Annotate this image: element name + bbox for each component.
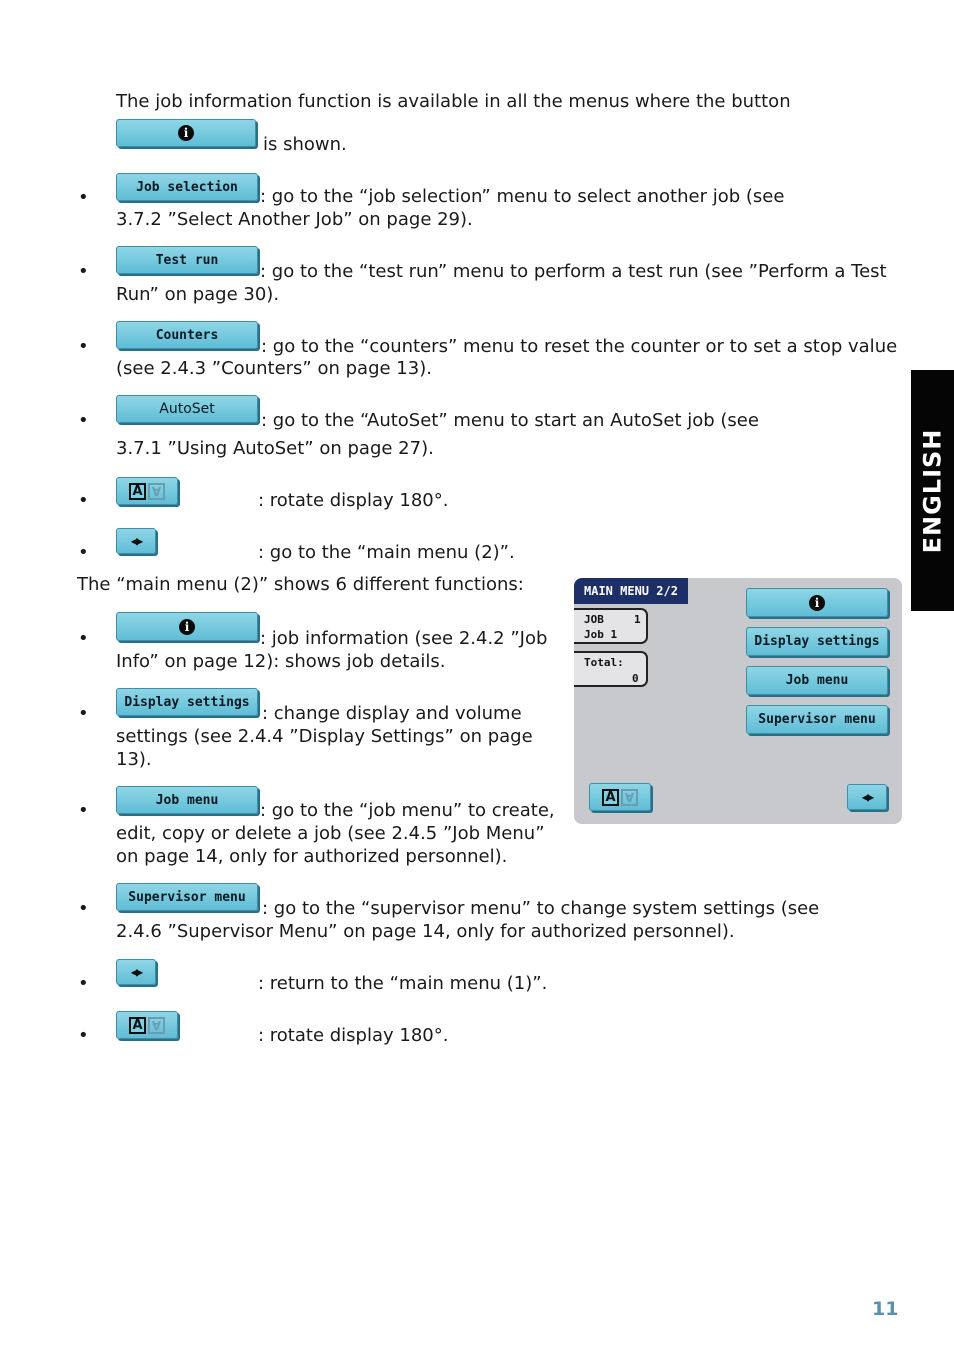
info-icon: i — [179, 619, 195, 635]
autoset-desc-1: : go to the “AutoSet” menu to start an AutoSet job (see — [261, 410, 759, 431]
prev-menu-button[interactable] — [116, 959, 156, 985]
intro-line-1: The job information function is available in all the menus where the button — [116, 91, 791, 112]
rotate-desc: : rotate display 180°. — [258, 490, 449, 511]
bullet: • — [78, 261, 89, 282]
bullet: • — [78, 187, 89, 208]
job-selection-button[interactable]: Job selection — [116, 173, 258, 201]
bullet: • — [78, 800, 89, 821]
main-menu-screen — [574, 578, 902, 824]
job-info-desc-1: : job information (see 2.4.2 ”Job — [260, 628, 548, 649]
rotate-display-icon: A A — [129, 1017, 165, 1034]
job-menu-desc-1: : go to the “job menu” to create, — [260, 800, 555, 821]
job-menu-button[interactable]: Job menu — [116, 786, 258, 814]
screen-rotate-button[interactable] — [589, 783, 651, 811]
bullet: • — [78, 1025, 89, 1046]
counters-desc-2: (see 2.4.3 ”Counters” on page 13). — [116, 358, 432, 379]
info-button[interactable] — [116, 119, 256, 147]
display-settings-desc-1: : change display and volume — [262, 703, 522, 724]
display-settings-desc-3: 13). — [116, 749, 152, 770]
intro-line-2: is shown. — [263, 134, 347, 155]
rotate-desc-2: : rotate display 180°. — [258, 1025, 449, 1046]
supervisor-desc-2: 2.4.6 ”Supervisor Menu” on page 14, only for authorized personnel). — [116, 921, 735, 942]
bullet: • — [78, 490, 89, 511]
left-right-arrow-icon: ◀▶ — [861, 790, 873, 804]
language-label: ENGLISH — [918, 428, 947, 553]
rotate-display-icon: A A — [129, 483, 165, 500]
job-menu-desc-3: on page 14, only for authorized personnel). — [116, 846, 508, 867]
bullet: • — [78, 973, 89, 994]
job-selection-desc-2: 3.7.2 ”Select Another Job” on page 29). — [116, 209, 473, 230]
bullet: • — [78, 628, 89, 649]
rotate-display-button[interactable] — [116, 1011, 178, 1039]
section-heading: The “main menu (2)” shows 6 different functions: — [77, 574, 524, 595]
job-selection-desc-1: : go to the “job selection” menu to select another job (see — [260, 186, 785, 207]
counters-button[interactable]: Counters — [116, 321, 258, 349]
job-name: Job 1 — [584, 628, 618, 641]
supervisor-desc-1: : go to the “supervisor menu” to change system settings (see — [262, 898, 820, 919]
next-menu-button[interactable] — [116, 528, 156, 554]
main-menu2-desc: : go to the “main menu (2)”. — [258, 542, 515, 563]
return-desc: : return to the “main menu (1)”. — [258, 973, 548, 994]
screen-title: MAIN MENU 2/2 — [574, 578, 688, 604]
job-menu-desc-2: edit, copy or delete a job (see 2.4.5 ”Job Menu” — [116, 823, 545, 844]
autoset-button[interactable]: AutoSet — [116, 395, 258, 423]
screen-job-menu-button[interactable]: Job menu — [746, 666, 888, 695]
left-right-arrow-icon: ◀▶ — [130, 534, 142, 548]
test-run-desc-2: Run” on page 30). — [116, 284, 280, 305]
bullet: • — [78, 542, 89, 563]
display-settings-button[interactable]: Display settings — [116, 688, 258, 716]
display-settings-desc-2: settings (see 2.4.4 ”Display Settings” on page — [116, 726, 533, 747]
total-box — [574, 651, 648, 687]
test-run-button[interactable]: Test run — [116, 246, 258, 274]
screen-display-settings-button[interactable]: Display settings — [746, 627, 888, 656]
rotate-display-button[interactable] — [116, 477, 178, 505]
counters-desc-1: : go to the “counters” menu to reset the counter or to set a stop value — [261, 336, 898, 357]
page-number: 11 — [872, 1298, 899, 1320]
screen-arrow-button[interactable] — [847, 784, 887, 810]
total-value: 0 — [632, 672, 639, 685]
info-icon: i — [178, 125, 194, 141]
screen-info-button[interactable] — [746, 588, 888, 617]
bullet: • — [78, 410, 89, 431]
job-number: 1 — [634, 613, 641, 626]
job-info-desc-2: Info” on page 12): shows job details. — [116, 651, 446, 672]
bullet: • — [78, 898, 89, 919]
info-icon: i — [809, 595, 825, 611]
job-box — [574, 608, 648, 644]
supervisor-menu-button[interactable]: Supervisor menu — [116, 883, 258, 911]
info-button[interactable] — [116, 612, 258, 641]
language-tab — [911, 370, 954, 611]
bullet: • — [78, 703, 89, 724]
screen-supervisor-menu-button[interactable]: Supervisor menu — [746, 705, 888, 734]
total-label: Total: — [584, 656, 624, 669]
left-right-arrow-icon: ◀▶ — [130, 965, 142, 979]
rotate-display-icon: A A — [602, 789, 638, 806]
autoset-desc-2: 3.7.1 ”Using AutoSet” on page 27). — [116, 438, 434, 459]
test-run-desc-1: : go to the “test run” menu to perform a test run (see ”Perform a Test — [260, 261, 887, 282]
job-label: JOB — [584, 613, 604, 626]
bullet: • — [78, 336, 89, 357]
